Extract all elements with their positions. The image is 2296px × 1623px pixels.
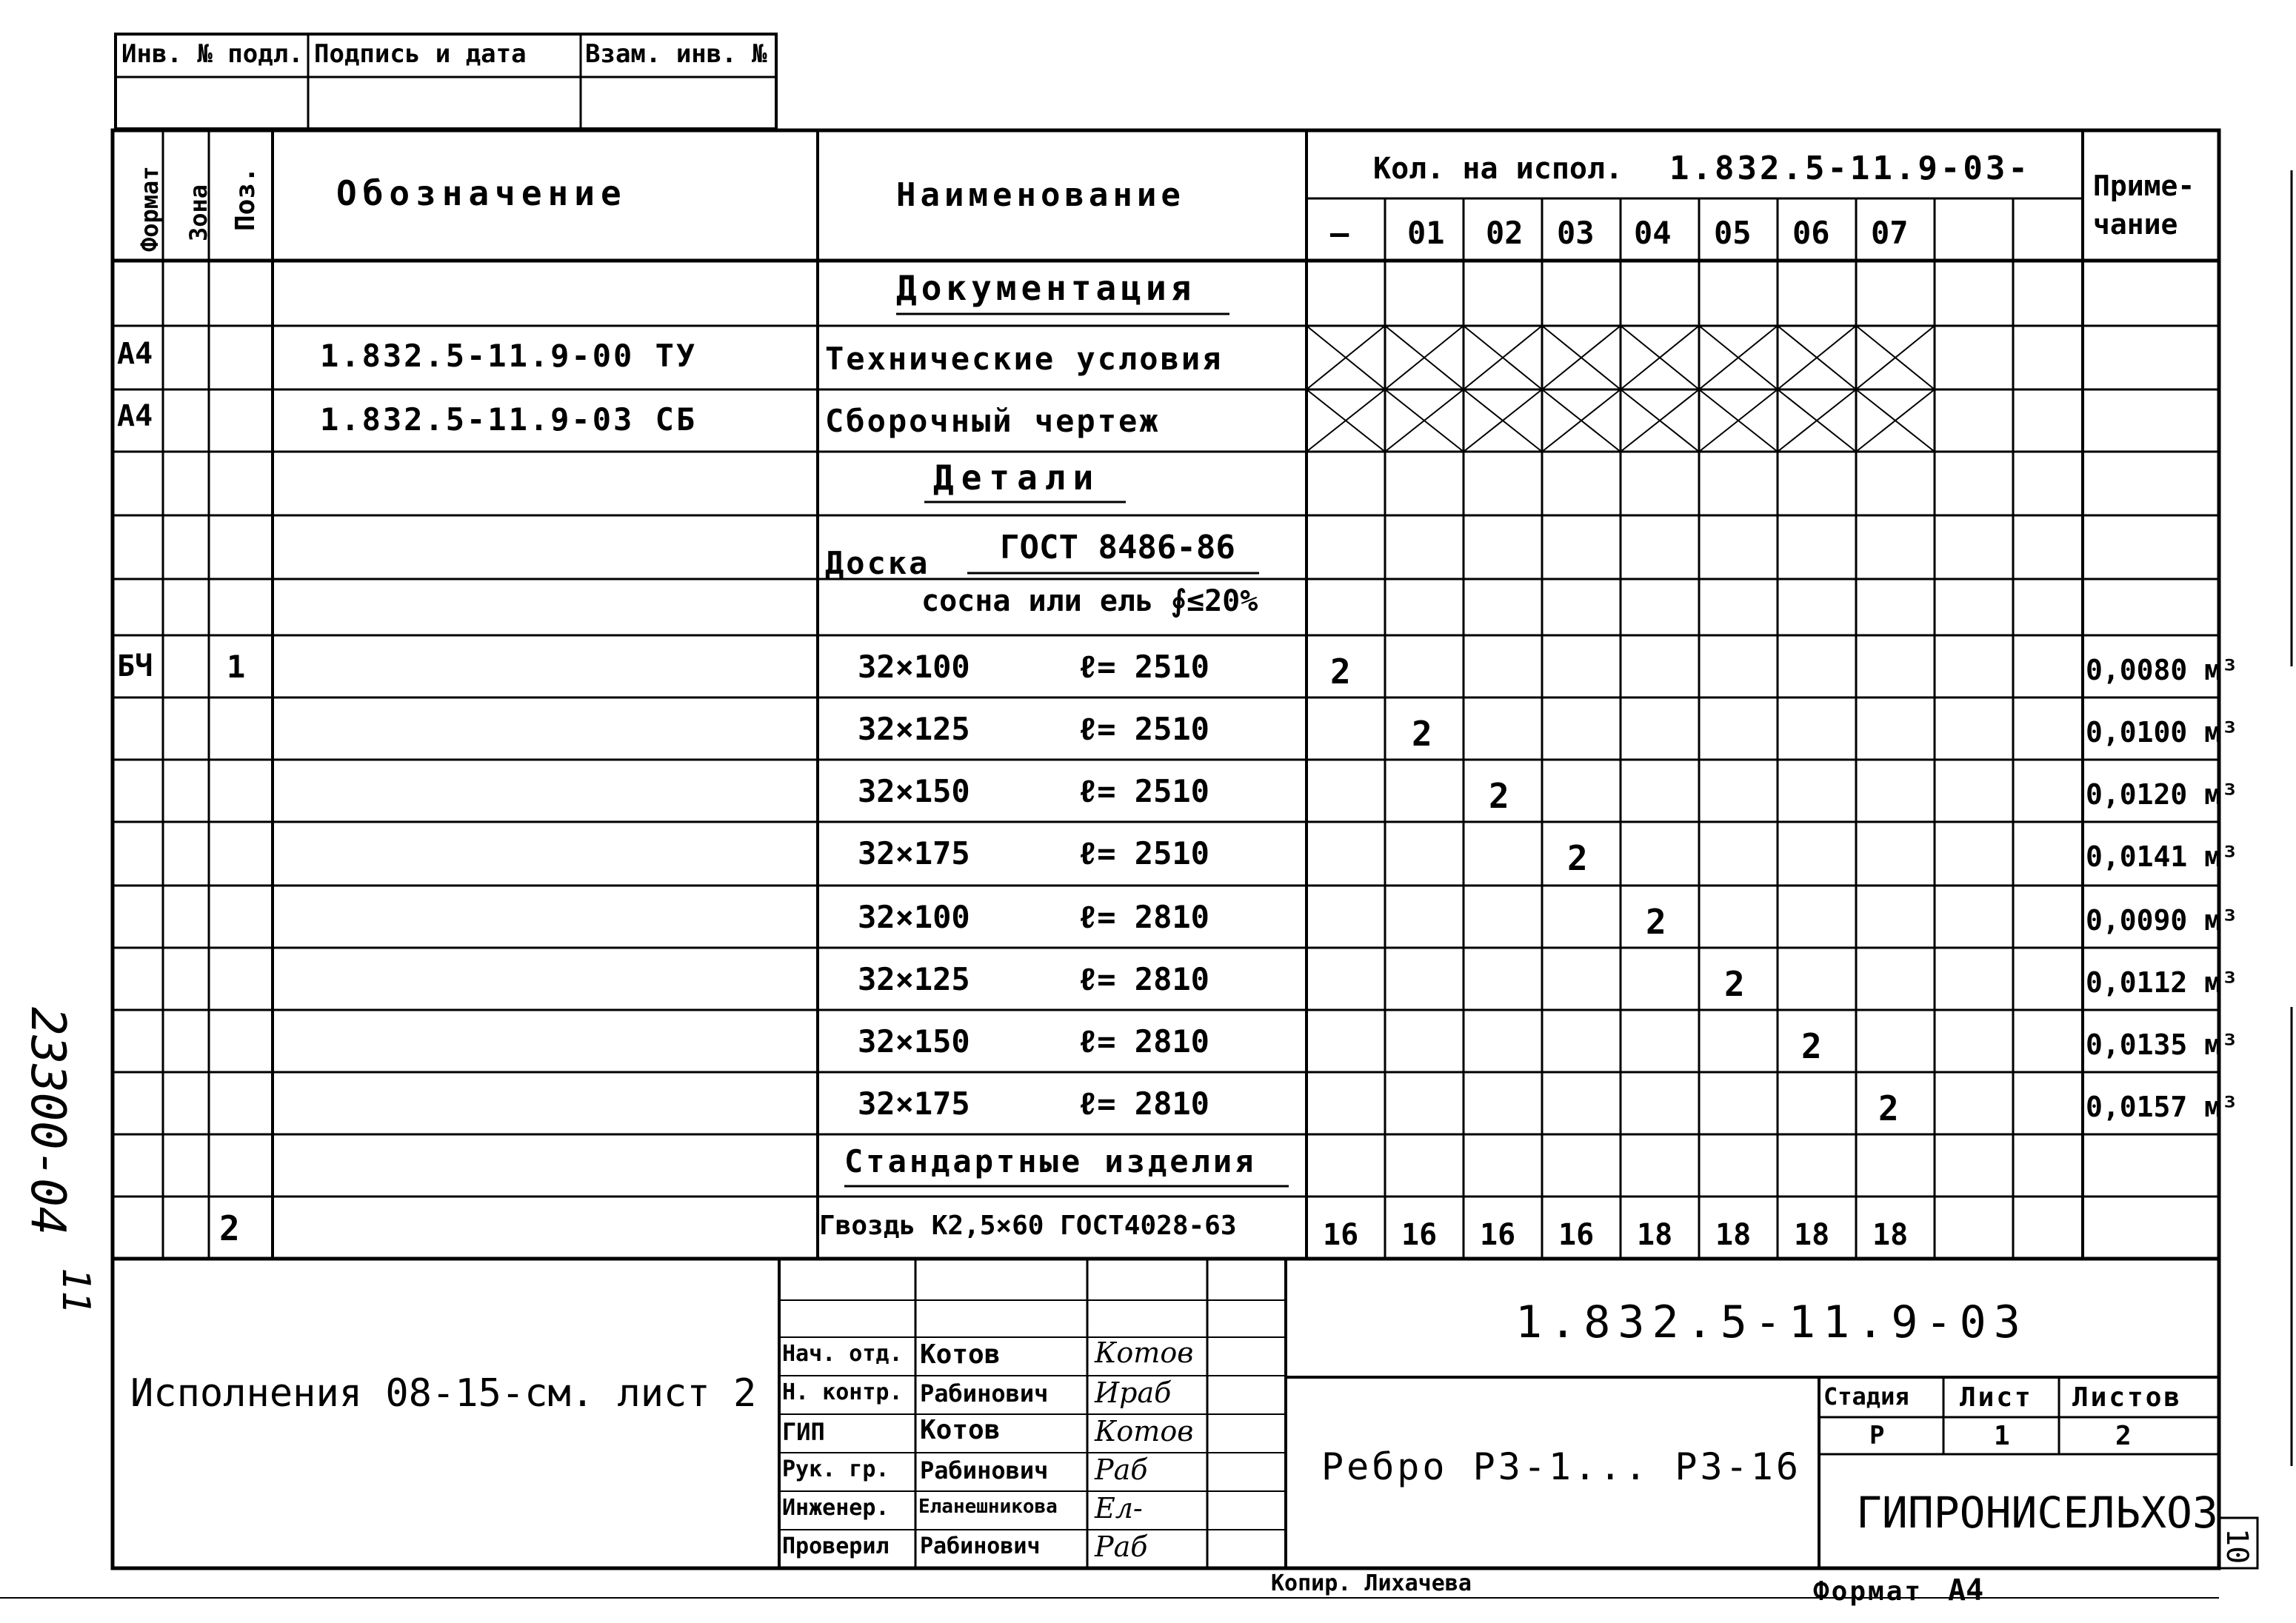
row-name: Технические условия	[825, 341, 1224, 377]
header-zona: Зона	[184, 184, 213, 241]
sign-name: Рабинович	[920, 1533, 1041, 1559]
part-length: ℓ= 2510	[1078, 835, 1209, 871]
variant-header: 03	[1557, 215, 1595, 251]
material-desc: сосна или ель ∮≤20%	[921, 584, 1258, 618]
sign-signature: Котов	[1095, 1415, 1194, 1448]
part-note: 0,0135 м³	[2086, 1028, 2238, 1061]
ispolneniya-note: Исполнения 08-15-см. лист 2	[130, 1371, 757, 1416]
part-size: 32×125	[858, 961, 970, 997]
part-length: ℓ= 2510	[1078, 711, 1209, 747]
header-kol-na-ispol: Кол. на испол.	[1373, 152, 1623, 186]
row-pos: 1	[227, 649, 246, 685]
part-qty: 2	[1567, 838, 1588, 878]
section-title: Стандартные изделия	[844, 1143, 1257, 1179]
sign-name: Рабинович	[920, 1379, 1049, 1408]
row-name: Гвоздь К2,5×60 ГОСТ4028-63	[819, 1211, 1237, 1241]
header-prim-1: Приме-	[2093, 170, 2195, 202]
nail-qty: 18	[1715, 1218, 1752, 1252]
part-note: 0,0141 м³	[2086, 840, 2238, 873]
section-title: Детали	[933, 458, 1101, 498]
list-label: Лист	[1960, 1382, 2033, 1413]
sign-role: Инженер.	[782, 1495, 890, 1521]
sign-signature: Ираб	[1095, 1376, 1172, 1409]
part-note: 0,0080 м³	[2086, 654, 2238, 686]
sign-signature: Раб	[1095, 1530, 1148, 1563]
sign-signature: Ел-	[1095, 1492, 1143, 1525]
sign-role: ГИП	[782, 1418, 825, 1446]
nail-qty: 16	[1401, 1218, 1438, 1252]
sign-name: Рабинович	[920, 1456, 1049, 1485]
variant-header: 05	[1714, 215, 1752, 251]
variant-header: 01	[1407, 215, 1445, 251]
row-format: БЧ	[117, 649, 153, 683]
part-length: ℓ= 2810	[1078, 1023, 1209, 1060]
section-title: Документация	[896, 268, 1196, 308]
header-oboznachenie: Обозначение	[336, 173, 627, 213]
sign-role: Нач. отд.	[782, 1341, 903, 1367]
part-size: 32×100	[858, 899, 970, 935]
part-length: ℓ= 2810	[1078, 961, 1209, 997]
nail-qty: 18	[1637, 1218, 1673, 1252]
drawing-title: Ребро Р3-1... Р3-16	[1321, 1445, 1801, 1488]
header-naimenovanie: Наименование	[896, 176, 1185, 214]
format-value: А4	[1948, 1573, 1984, 1607]
row-pos: 2	[219, 1208, 240, 1248]
side-code: 23300-04	[20, 1007, 75, 1236]
header-prim-2: чание	[2093, 208, 2178, 241]
sign-signature: Котов	[1095, 1336, 1194, 1369]
header-doc-prefix: 1.832.5-11.9-03-	[1669, 150, 2031, 187]
variant-header: —	[1330, 215, 1349, 251]
part-note: 0,0100 м³	[2086, 716, 2238, 749]
part-size: 32×100	[858, 649, 970, 685]
sign-role: Проверил	[782, 1533, 890, 1559]
nail-qty: 16	[1558, 1218, 1595, 1252]
nail-qty: 18	[1794, 1218, 1830, 1252]
part-length: ℓ= 2510	[1078, 649, 1209, 685]
sign-signature: Раб	[1095, 1453, 1148, 1486]
side-num: 11	[53, 1268, 98, 1314]
kopir: Копир. Лихачева	[1271, 1570, 1472, 1596]
part-length: ℓ= 2810	[1078, 1085, 1209, 1122]
part-qty: 2	[1412, 714, 1432, 754]
sign-name: Котов	[920, 1415, 1001, 1445]
variant-header: 02	[1486, 215, 1524, 251]
part-note: 0,0120 м³	[2086, 778, 2238, 811]
part-qty: 2	[1878, 1088, 1899, 1128]
variant-header: 06	[1792, 215, 1830, 251]
list-value: 1	[1994, 1421, 2010, 1451]
header-format: Формат	[136, 166, 164, 252]
variant-header: 07	[1871, 215, 1909, 251]
nail-qty: 18	[1872, 1218, 1909, 1252]
part-size: 32×175	[858, 835, 970, 871]
doc-number: 1.832.5-11.9-03	[1515, 1296, 2028, 1348]
part-qty: 2	[1801, 1026, 1822, 1066]
part-note: 0,0090 м³	[2086, 904, 2238, 937]
part-note: 0,0112 м³	[2086, 966, 2238, 999]
part-size: 32×175	[858, 1085, 970, 1122]
sign-role: Рук. гр.	[782, 1456, 890, 1482]
sign-name: Котов	[920, 1339, 1001, 1370]
part-qty: 2	[1330, 652, 1351, 692]
variant-header: 04	[1634, 215, 1672, 251]
stamp-inv-podl: Инв. № подл.	[121, 39, 304, 69]
part-length: ℓ= 2810	[1078, 899, 1209, 935]
part-size: 32×150	[858, 773, 970, 809]
row-designation: 1.832.5-11.9-00 ТУ	[320, 338, 698, 374]
row-format: А4	[117, 399, 153, 433]
stamp-vzam: Взам. инв. №	[585, 39, 767, 69]
stamp-podpis: Подпись и дата	[314, 39, 527, 69]
part-qty: 2	[1724, 964, 1745, 1004]
stadiya-label: Стадия	[1823, 1382, 1909, 1410]
sign-name: Еланешникова	[918, 1496, 1058, 1518]
stadiya-value: Р	[1869, 1421, 1885, 1450]
format-label: Формат	[1813, 1576, 1923, 1607]
listov-value: 2	[2115, 1421, 2132, 1451]
part-size: 32×125	[858, 711, 970, 747]
part-qty: 2	[1489, 776, 1509, 816]
material-std: ГОСТ 8486-86	[1000, 529, 1235, 566]
part-qty: 2	[1646, 902, 1666, 942]
header-poz: Поз.	[230, 167, 261, 231]
organization: ГИПРОНИСЕЛЬХОЗ	[1856, 1488, 2218, 1538]
page-number: 10	[2220, 1528, 2254, 1565]
listov-label: Листов	[2072, 1382, 2183, 1413]
part-note: 0,0157 м³	[2086, 1091, 2238, 1123]
sign-role: Н. контр.	[782, 1379, 903, 1405]
row-format: А4	[117, 337, 153, 371]
part-size: 32×150	[858, 1023, 970, 1060]
nail-qty: 16	[1480, 1218, 1516, 1252]
row-designation: 1.832.5-11.9-03 СБ	[320, 401, 698, 438]
material-title: Доска	[825, 545, 930, 581]
part-length: ℓ= 2510	[1078, 773, 1209, 809]
nail-qty: 16	[1323, 1218, 1359, 1252]
row-name: Сборочный чертеж	[825, 403, 1161, 439]
